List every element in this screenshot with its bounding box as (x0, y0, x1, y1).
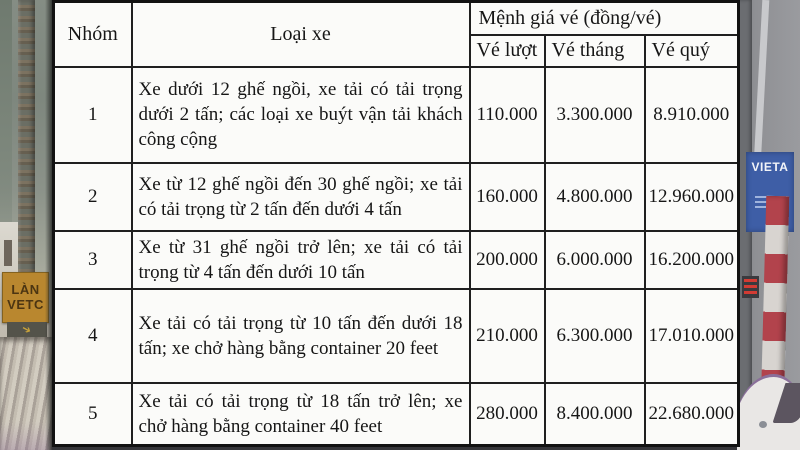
header-row-top (54, 2, 739, 35)
cell-group: 1 (54, 67, 132, 163)
cell-monthly: 8.400.000 (545, 383, 645, 445)
cell-vehicle-type: Xe dưới 12 ghế ngồi, xe tải có tải trọng dưới 2 tấn; các loại xe buýt vận tải khách công cộng (132, 67, 470, 163)
col-header-monthly: Vé tháng (545, 35, 645, 67)
sign-bracket (7, 322, 47, 337)
roadside-photo-left (0, 0, 52, 450)
cell-monthly: 6.300.000 (545, 289, 645, 383)
col-header-vehicle-type: Loại xe (132, 2, 470, 67)
cell-per-trip: 200.000 (470, 231, 545, 289)
toll-fare-table (52, 0, 740, 447)
lane-sign-line1: LÀN (11, 281, 40, 297)
vetc-lane-sign (2, 272, 49, 323)
sky-slit (754, 0, 770, 165)
car-mirror (759, 421, 767, 428)
led-display (742, 276, 759, 298)
cell-vehicle-type: Xe từ 12 ghế ngồi đến 30 ghế ngồi; xe tải có tải trọng từ 2 tấn đến dưới 4 tấn (132, 163, 470, 231)
table-row (54, 289, 739, 383)
bank-sign-label: VIETA (751, 160, 789, 174)
lane-sign-line2: VETC (7, 296, 44, 312)
cell-per-trip: 280.000 (470, 383, 545, 445)
col-header-fare: Mệnh giá vé (đồng/vé) (470, 2, 739, 35)
cell-group: 5 (54, 383, 132, 445)
cell-quarterly: 8.910.000 (645, 67, 739, 163)
col-header-group: Nhóm (54, 2, 132, 67)
cell-per-trip: 160.000 (470, 163, 545, 231)
cell-monthly: 6.000.000 (545, 231, 645, 289)
table-row (54, 163, 739, 231)
table-row (54, 231, 739, 289)
car-windshield (773, 383, 800, 423)
cell-quarterly: 22.680.000 (645, 383, 739, 445)
cell-group: 3 (54, 231, 132, 289)
arrow-right-icon: ➔ (19, 321, 35, 338)
tollbooth-photo-right (737, 0, 800, 450)
table-row (54, 67, 739, 163)
cell-monthly: 3.300.000 (545, 67, 645, 163)
col-header-per-trip: Vé lượt (470, 35, 545, 67)
cell-per-trip: 110.000 (470, 67, 545, 163)
shadow-edge (45, 0, 52, 450)
cell-monthly: 4.800.000 (545, 163, 645, 231)
cell-quarterly: 17.010.000 (645, 289, 739, 383)
table-row (54, 383, 739, 445)
cell-per-trip: 210.000 (470, 289, 545, 383)
cell-vehicle-type: Xe từ 31 ghế ngồi trở lên; xe tải có tải trọng từ 4 tấn đến dưới 10 tấn (132, 231, 470, 289)
cell-quarterly: 12.960.000 (645, 163, 739, 231)
cell-vehicle-type: Xe tải có tải trọng từ 10 tấn đến dưới 18 tấn; xe chở hàng bằng container 20 feet (132, 289, 470, 383)
cell-quarterly: 16.200.000 (645, 231, 739, 289)
cell-group: 2 (54, 163, 132, 231)
col-header-quarterly: Vé quý (645, 35, 739, 67)
tree-shade (0, 0, 12, 260)
cell-vehicle-type: Xe tải có tải trọng từ 18 tấn trở lên; xe chở hàng bằng container 40 feet (132, 383, 470, 445)
cell-group: 4 (54, 289, 132, 383)
